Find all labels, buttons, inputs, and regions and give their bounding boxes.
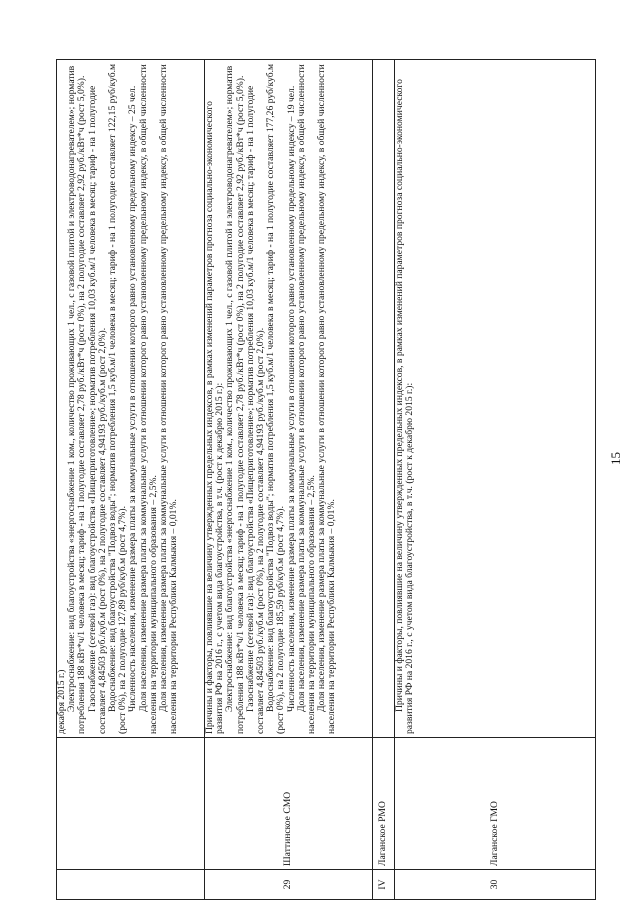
page-number: 15 (608, 452, 623, 465)
text-paragraph: Доля населения, изменение размера платы за коммунальные услуги в отношении которого равно установленному предельному индексу, в общей численности населения на территории муниципального образования – 2,5%. (137, 64, 159, 734)
section-empty-cell (373, 60, 395, 738)
description-cell (205, 60, 373, 738)
text-paragraph: Причины и факторы, повлиявшие на величину утвержденных предельных индексов, в рамках изменений параметров прогноза социально-экономического развития РФ на 2016 г., с учетом вида благоустройства, в т.ч. (рост к декабрю 2015 г.): (204, 101, 226, 734)
text-paragraph: Доля населения, изменение размера платы за коммунальные услуги в отношении которого равно установленному предельному индексу, в общей численности населения на территории Республики Калмыкия – 0,01%. (316, 64, 338, 734)
table-row (205, 60, 373, 900)
row-number-cell: 30 (395, 870, 596, 900)
municipality-name-cell (57, 738, 205, 870)
municipality-name-cell: Лаганское ГМО (395, 738, 596, 870)
municipality-name-cell: Шаттинское СМО (205, 738, 373, 870)
text-paragraph: декабря 2015 г.) (56, 669, 67, 734)
table-row-continued (57, 60, 205, 900)
text-paragraph: Водоснабжение: вид благоустройства "Подвоз воды"; норматив потребления 1,5 куб.м/1 человека в месяц; тариф - на 1 полугодие составляет 122,15 руб/куб.м (рост 0%), на 2 полугодие 127,89 руб/куб.м (рост 4,7%). (107, 63, 129, 734)
text-paragraph: Газоснабжение (сетевой газ): вид благоустройства «Пищеприготовление»; норматив потребления 10,03 куб.м/1 человека в месяц; тариф - на 1 полугодие составляет 4,84503 руб./куб.м (рост 0%), на 2 полугодие составляет 4,94193 руб./куб.м (рост 2,0%). (86, 85, 108, 734)
text-paragraph: Газоснабжение (сетевой газ): вид благоустройства «Пищеприготовление»; норматив потребления 10,03 куб.м/1 человека в месяц; тариф - на 1 полугодие составляет 4,84503 руб./куб.м (рост 0%), на 2 полугодие составляет 4,94193 руб./куб.м (рост 2,0%). (244, 85, 267, 734)
text-paragraph: Водоснабжение: вид благоустройства "Подвоз воды"; норматив потребления 1,5 куб.м/1 человека в месяц; тариф - на 1 полугодие составляет 177,26 руб/куб.м (рост 0%), на 2 полугодие 185,59 руб/куб.м (рост 4,7%). (265, 63, 287, 734)
table-row (395, 60, 596, 900)
description-cell (57, 60, 205, 738)
municipal-index-table (56, 59, 596, 900)
text-paragraph: Доля населения, изменение размера платы за коммунальные услуги в отношении которого равно установленному предельному индексу, в общей численности населения на территории муниципального образования – 2,5%. (295, 64, 318, 734)
text-paragraph: Электроснабжение: вид благоустройства «энергоснабжение 1 ком., количество проживающих 1 чел., с газовой плитой и электроводонагревателем»; норматив потребления 188 кВт*ч/1 человека в месяц; тариф - на 1 полугодие составляет 2,78 руб./кВт*ч (рост 0%), на 2 полугодие составляет 2,92 руб./кВт*ч (рост 5,0%). (66, 65, 88, 734)
description-cell (395, 60, 596, 738)
text-paragraph: Электроснабжение: вид благоустройства «энергоснабжение 1 ком., количество проживающих 1 чел., с газовой плитой и электроводонагревателем»; норматив потребления 188 кВт*ч/1 человека в месяц; тариф - на 1 полугодие составляет 2,78 руб./кВт*ч (рост 0%), на 2 полугодие составляет 2,92 руб./кВт*ч (рост 5,0%). (224, 65, 246, 734)
section-header-row (373, 60, 395, 900)
text-paragraph: Численность населения, изменение размера платы за коммунальные услуги в отношении которого равно установленному предельному индексу – 25 чел. (127, 85, 139, 712)
row-number-cell (57, 870, 205, 900)
section-name-cell: Лаганское РМО (373, 738, 395, 870)
row-number-cell: 29 (205, 870, 373, 900)
text-paragraph: Численность населения, изменение размера платы за коммунальные услуги в отношении которого равно установленному предельному индексу – 19 чел. (285, 85, 297, 712)
text-paragraph: Доля населения, изменение размера платы за коммунальные услуги в отношении которого равно установленному предельному индексу, в общей численности населения на территории Республики Калмыкия – 0,01%. (158, 64, 180, 734)
section-number-cell: IV (373, 870, 395, 900)
text-paragraph: Причины и факторы, повлиявшие на величину утвержденных предельных индексов, в рамках изменений параметров прогноза социально-экономического развития РФ на 2016 г., с учетом вида благоустройства, в т.ч. (рост к декабрю 2015 г.): (394, 79, 416, 734)
